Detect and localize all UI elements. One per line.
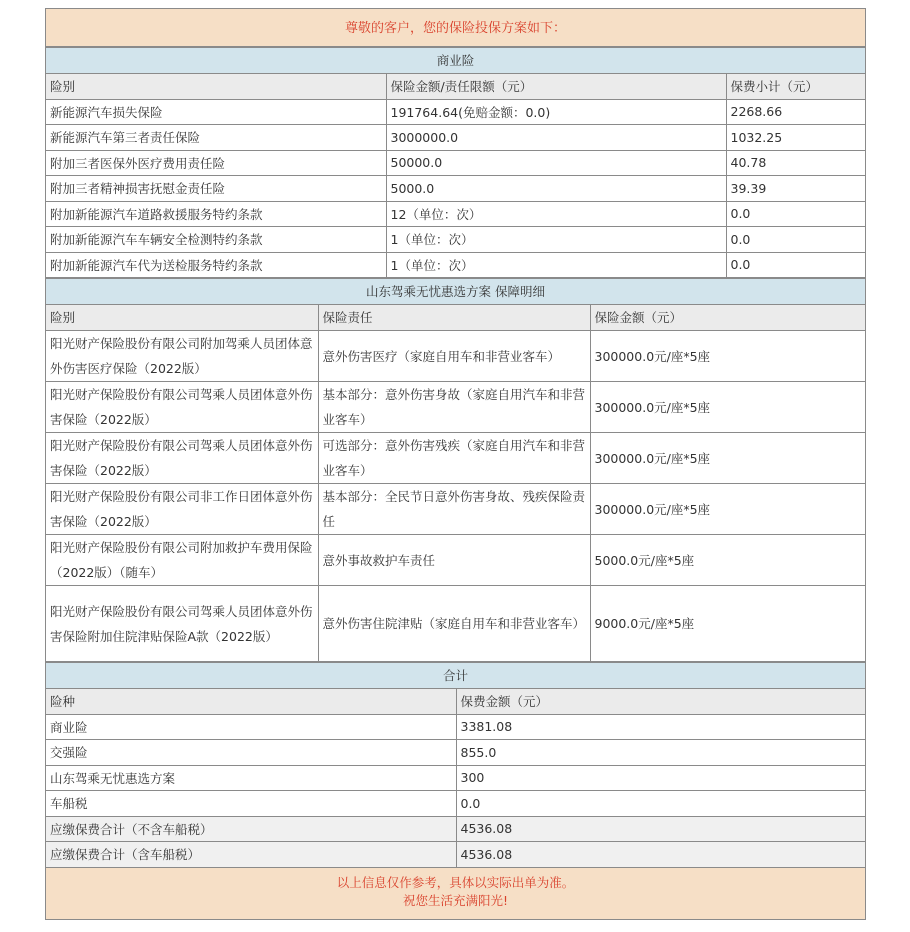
coverage-amount: 191764.64(免赔金额：0.0) <box>386 99 726 125</box>
commercial-section <box>45 47 866 278</box>
coverage-premium: 1032.25 <box>726 125 865 151</box>
plan-amount: 9000.0元/座*5座 <box>590 586 865 662</box>
table-row <box>46 125 865 151</box>
plan-liability: 可选部分：意外伤害残疾（家庭自用汽车和非营业客车） <box>318 433 590 484</box>
table-row <box>46 816 865 842</box>
coverage-amount: 5000.0 <box>386 176 726 202</box>
column-header: 保费小计（元） <box>726 74 865 99</box>
total-item-name: 应缴保费合计（含车船税） <box>46 842 456 868</box>
coverage-premium: 0.0 <box>726 227 865 253</box>
plan-liability: 意外事故救护车责任 <box>318 535 590 586</box>
column-header: 保险责任 <box>318 305 590 331</box>
plan-liability: 意外伤害医疗（家庭自用车和非营业客车） <box>318 331 590 382</box>
coverage-premium: 0.0 <box>726 201 865 227</box>
greeting-text: 尊敬的客户，您的保险投保方案如下： <box>344 21 566 36</box>
plan-product-name: 阳光财产保险股份有限公司驾乘人员团体意外伤害保险（2022版） <box>46 382 318 433</box>
coverage-name: 附加三者医保外医疗费用责任险 <box>46 150 386 176</box>
coverage-name: 附加新能源汽车代为送检服务特约条款 <box>46 252 386 278</box>
table-header-row <box>46 689 865 714</box>
table-row <box>46 252 865 278</box>
plan-amount: 300000.0元/座*5座 <box>590 382 865 433</box>
plan-table <box>46 305 865 662</box>
table-row <box>46 765 865 791</box>
greeting-banner <box>45 8 866 47</box>
total-item-name: 车船税 <box>46 791 456 817</box>
column-header: 险种 <box>46 689 456 714</box>
footer-wishes: 祝您生活充满阳光! <box>402 892 508 908</box>
column-header: 保险金额/责任限额（元） <box>386 74 726 99</box>
coverage-amount: 12（单位：次） <box>386 201 726 227</box>
coverage-name: 附加新能源汽车车辆安全检测特约条款 <box>46 227 386 253</box>
coverage-amount: 1（单位：次） <box>386 252 726 278</box>
totals-section <box>45 662 866 868</box>
totals-table <box>46 689 865 868</box>
total-item-value: 4536.08 <box>456 816 865 842</box>
plan-liability: 基本部分：意外伤害身故（家庭自用汽车和非营业客车） <box>318 382 590 433</box>
coverage-name: 附加三者精神损害抚慰金责任险 <box>46 176 386 202</box>
coverage-amount: 1（单位：次） <box>386 227 726 253</box>
total-item-value: 300 <box>456 765 865 791</box>
plan-section <box>45 278 866 662</box>
table-row <box>46 150 865 176</box>
column-header: 险别 <box>46 305 318 331</box>
plan-amount: 300000.0元/座*5座 <box>590 484 865 535</box>
total-item-name: 商业险 <box>46 714 456 740</box>
coverage-name: 附加新能源汽车道路救援服务特约条款 <box>46 201 386 227</box>
table-row <box>46 433 865 484</box>
coverage-name: 新能源汽车损失保险 <box>46 99 386 125</box>
table-row <box>46 714 865 740</box>
insurance-quote <box>45 8 866 920</box>
plan-title: 山东驾乘无忧惠选方案 保障明细 <box>46 279 865 305</box>
table-row <box>46 382 865 433</box>
commercial-table <box>46 74 865 278</box>
table-row <box>46 99 865 125</box>
table-row <box>46 484 865 535</box>
plan-amount: 300000.0元/座*5座 <box>590 331 865 382</box>
coverage-amount: 3000000.0 <box>386 125 726 151</box>
coverage-premium: 40.78 <box>726 150 865 176</box>
table-header-row <box>46 305 865 331</box>
total-item-value: 3381.08 <box>456 714 865 740</box>
table-row <box>46 227 865 253</box>
table-row <box>46 176 865 202</box>
table-row <box>46 842 865 868</box>
plan-liability: 意外伤害住院津贴（家庭自用车和非营业客车） <box>318 586 590 662</box>
footer-disclaimer: 以上信息仅作参考，具体以实际出单为准。 <box>336 874 575 890</box>
coverage-amount: 50000.0 <box>386 150 726 176</box>
total-item-name: 山东驾乘无忧惠选方案 <box>46 765 456 791</box>
total-item-name: 应缴保费合计（不含车船税） <box>46 816 456 842</box>
table-header-row <box>46 74 865 99</box>
coverage-premium: 39.39 <box>726 176 865 202</box>
plan-product-name: 阳光财产保险股份有限公司驾乘人员团体意外伤害保险（2022版） <box>46 433 318 484</box>
table-row <box>46 201 865 227</box>
table-row <box>46 740 865 766</box>
plan-amount: 5000.0元/座*5座 <box>590 535 865 586</box>
plan-product-name: 阳光财产保险股份有限公司非工作日团体意外伤害保险（2022版） <box>46 484 318 535</box>
plan-product-name: 阳光财产保险股份有限公司附加救护车费用保险（2022版）（随车） <box>46 535 318 586</box>
total-item-value: 0.0 <box>456 791 865 817</box>
total-item-name: 交强险 <box>46 740 456 766</box>
coverage-premium: 2268.66 <box>726 99 865 125</box>
coverage-premium: 0.0 <box>726 252 865 278</box>
table-row <box>46 535 865 586</box>
column-header: 保费金额（元） <box>456 689 865 714</box>
table-row <box>46 331 865 382</box>
table-row <box>46 791 865 817</box>
plan-product-name: 阳光财产保险股份有限公司驾乘人员团体意外伤害保险附加住院津贴保险A款（2022版） <box>46 586 318 662</box>
totals-title: 合计 <box>46 663 865 689</box>
table-row <box>46 586 865 662</box>
plan-liability: 基本部分：全民节日意外伤害身故、残疾保险责任 <box>318 484 590 535</box>
footer-banner <box>45 868 866 920</box>
commercial-title: 商业险 <box>46 48 865 74</box>
coverage-name: 新能源汽车第三者责任保险 <box>46 125 386 151</box>
total-item-value: 4536.08 <box>456 842 865 868</box>
column-header: 保险金额（元） <box>590 305 865 331</box>
total-item-value: 855.0 <box>456 740 865 766</box>
plan-amount: 300000.0元/座*5座 <box>590 433 865 484</box>
column-header: 险别 <box>46 74 386 99</box>
plan-product-name: 阳光财产保险股份有限公司附加驾乘人员团体意外伤害医疗保险（2022版） <box>46 331 318 382</box>
